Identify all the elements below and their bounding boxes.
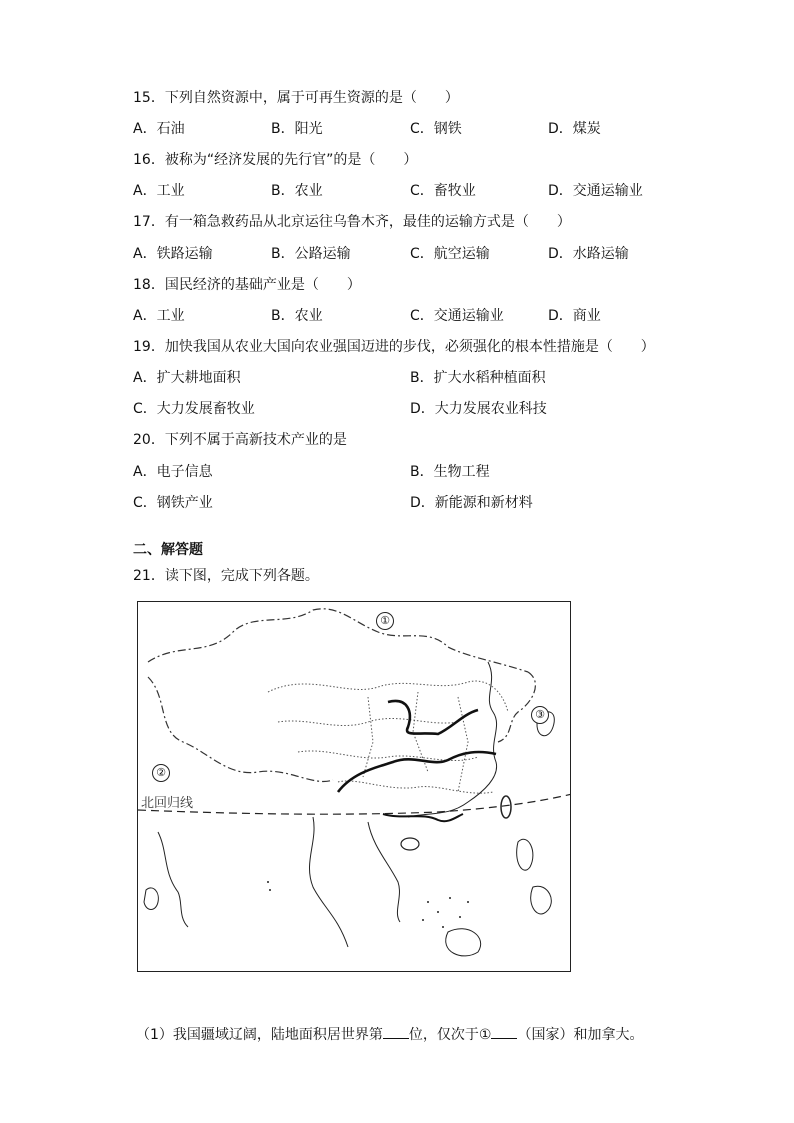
option-b: B．生物工程 bbox=[410, 464, 490, 480]
option-c: C．钢铁产业 bbox=[133, 495, 213, 511]
sub-question-text: （国家）和加拿大。 bbox=[517, 1027, 644, 1043]
map-marker-2: ② bbox=[152, 764, 170, 782]
option-b: B．阳光 bbox=[271, 121, 323, 137]
question-stem: 17．有一箱急救药品从北京运往乌鲁木齐，最佳的运输方式是（ ） bbox=[133, 214, 571, 230]
question-stem: 20．下列不属于高新技术产业的是 bbox=[133, 432, 347, 448]
question-stem: 19．加快我国从农业大国向农业强国迈进的步伐，必须强化的根本性措施是（ ） bbox=[133, 339, 655, 355]
option-d: D．大力发展农业科技 bbox=[410, 401, 547, 417]
option-d: D．水路运输 bbox=[548, 246, 629, 262]
option-d: D．商业 bbox=[548, 308, 601, 324]
sub-question-text: 位，仅次于① bbox=[408, 1027, 492, 1043]
map-marker-1: ① bbox=[376, 612, 394, 630]
option-c: C．航空运输 bbox=[410, 246, 490, 262]
option-a: A．工业 bbox=[133, 183, 185, 199]
question-stem: 15．下列自然资源中，属于可再生资源的是（ ） bbox=[133, 90, 459, 106]
map-drawing bbox=[138, 602, 571, 972]
option-b: B．农业 bbox=[271, 308, 323, 324]
option-a: A．铁路运输 bbox=[133, 246, 213, 262]
asia-map bbox=[137, 601, 571, 972]
sub-question-1 bbox=[136, 1024, 643, 1045]
map-marker-3: ③ bbox=[531, 706, 549, 724]
option-c: C．交通运输业 bbox=[410, 308, 504, 324]
question-stem: 21．读下图，完成下列各题。 bbox=[133, 568, 319, 584]
option-a: A．扩大耕地面积 bbox=[133, 370, 241, 386]
option-b: B．公路运输 bbox=[271, 246, 351, 262]
option-b: B．扩大水稻种植面积 bbox=[410, 370, 546, 386]
option-c: C．钢铁 bbox=[410, 121, 462, 137]
option-c: C．大力发展畜牧业 bbox=[133, 401, 255, 417]
answer-blank[interactable] bbox=[383, 1024, 409, 1039]
question-stem: 18．国民经济的基础产业是（ ） bbox=[133, 277, 361, 293]
tropic-of-cancer-label: 北回归线 bbox=[141, 796, 194, 811]
sub-question-text: （1）我国疆域辽阔，陆地面积居世界第 bbox=[136, 1027, 383, 1043]
option-d: D．新能源和新材料 bbox=[410, 495, 533, 511]
option-a: A．石油 bbox=[133, 121, 185, 137]
option-d: D．交通运输业 bbox=[548, 183, 643, 199]
section-title: 二、解答题 bbox=[133, 542, 203, 558]
option-b: B．农业 bbox=[271, 183, 323, 199]
option-a: A．工业 bbox=[133, 308, 185, 324]
question-stem: 16．被称为“经济发展的先行官”的是（ ） bbox=[133, 152, 418, 168]
option-c: C．畜牧业 bbox=[410, 183, 476, 199]
option-a: A．电子信息 bbox=[133, 464, 213, 480]
answer-blank[interactable] bbox=[491, 1024, 517, 1039]
option-d: D．煤炭 bbox=[548, 121, 601, 137]
